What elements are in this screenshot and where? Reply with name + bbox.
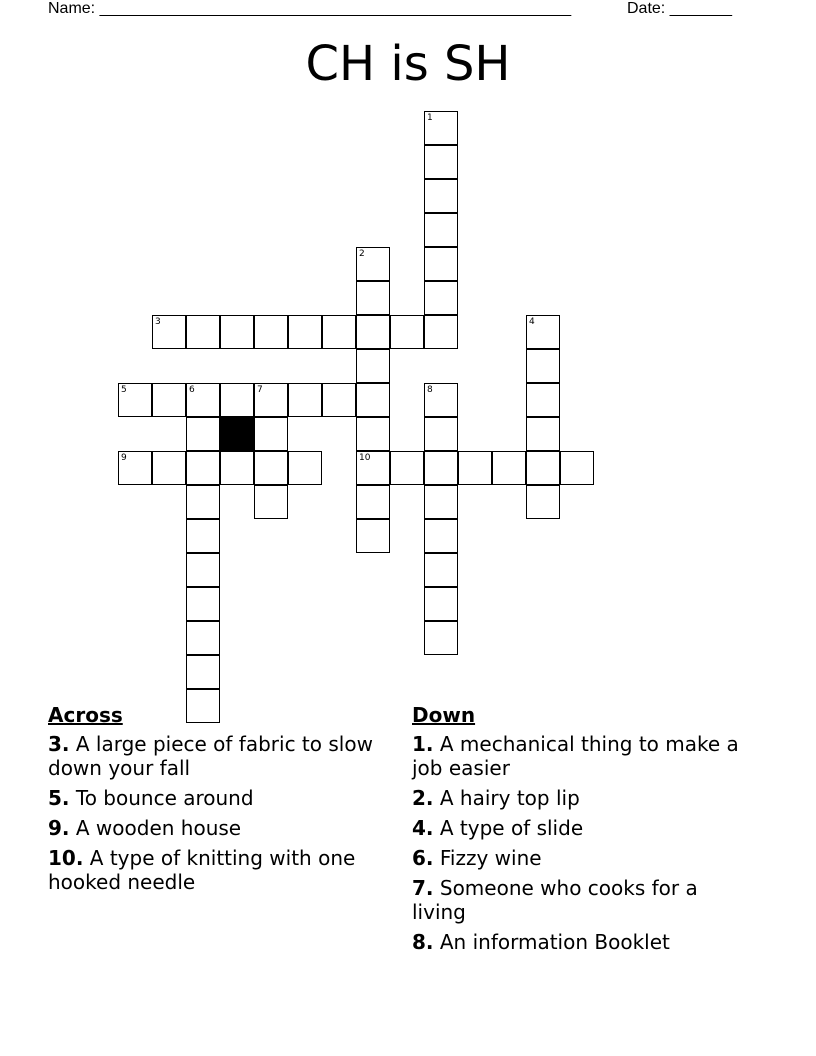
grid-cell[interactable] (118, 451, 152, 485)
grid-cell[interactable] (356, 349, 390, 383)
clue-down-2 (412, 786, 757, 810)
clue-number: 6. (412, 846, 434, 870)
grid-cell[interactable] (220, 383, 254, 417)
grid-cell[interactable] (458, 451, 492, 485)
grid-cell[interactable] (526, 485, 560, 519)
grid-cell[interactable] (424, 383, 458, 417)
grid-cell[interactable] (390, 315, 424, 349)
clue-text: A type of knitting with one hooked needle (48, 846, 356, 894)
clue-number: 9. (48, 816, 70, 840)
clue-number: 2. (412, 786, 434, 810)
grid-cell[interactable] (424, 451, 458, 485)
clue-text: A hairy top lip (439, 786, 580, 810)
clue-number: 8. (412, 930, 434, 954)
clue-number: 1. (412, 732, 434, 756)
clue-text: Someone who cooks for a living (412, 876, 698, 924)
grid-cell[interactable] (356, 519, 390, 553)
grid-cell[interactable] (254, 383, 288, 417)
grid-cell[interactable] (390, 451, 424, 485)
grid-cell[interactable] (254, 451, 288, 485)
clue-down-6 (412, 846, 757, 870)
cell-number: 4 (529, 317, 535, 327)
grid-cell[interactable] (254, 417, 288, 451)
down-heading: Down (412, 703, 476, 727)
grid-cell[interactable] (356, 417, 390, 451)
clue-across-9 (48, 816, 393, 840)
blocked-cell (220, 417, 254, 451)
grid-cell[interactable] (356, 281, 390, 315)
grid-cell[interactable] (186, 621, 220, 655)
grid-cell[interactable] (424, 485, 458, 519)
grid-cell[interactable] (424, 247, 458, 281)
grid-cell[interactable] (186, 519, 220, 553)
grid-cell[interactable] (186, 655, 220, 689)
grid-cell[interactable] (186, 417, 220, 451)
grid-cell[interactable] (526, 383, 560, 417)
cell-number: 1 (427, 113, 433, 123)
cell-number: 2 (359, 249, 365, 259)
grid-cell[interactable] (356, 451, 390, 485)
grid-cell[interactable] (288, 451, 322, 485)
grid-cell[interactable] (356, 383, 390, 417)
grid-cell[interactable] (424, 111, 458, 145)
grid-cell[interactable] (254, 315, 288, 349)
cell-number: 5 (121, 385, 127, 395)
grid-cell[interactable] (186, 587, 220, 621)
grid-cell[interactable] (526, 451, 560, 485)
grid-cell[interactable] (186, 383, 220, 417)
clue-down-4 (412, 816, 757, 840)
grid-cell[interactable] (424, 519, 458, 553)
clue-down-1 (412, 732, 757, 780)
clue-across-10 (48, 846, 393, 894)
grid-cell[interactable] (186, 485, 220, 519)
grid-cell[interactable] (186, 451, 220, 485)
grid-cell[interactable] (424, 145, 458, 179)
clue-text: A wooden house (75, 816, 242, 840)
cell-number: 9 (121, 453, 127, 463)
cell-number: 8 (427, 385, 433, 395)
grid-cell[interactable] (288, 315, 322, 349)
clue-number: 5. (48, 786, 70, 810)
grid-cell[interactable] (254, 485, 288, 519)
clue-number: 3. (48, 732, 70, 756)
grid-cell[interactable] (152, 315, 186, 349)
cell-number: 6 (189, 385, 195, 395)
grid-cell[interactable] (424, 315, 458, 349)
clue-down-7 (412, 876, 757, 924)
date-field-label[interactable]: Date: _______ (627, 0, 732, 17)
cell-number: 10 (359, 453, 371, 463)
clue-text: A large piece of fabric to slow down your fall (48, 732, 373, 780)
clue-down-8 (412, 930, 757, 954)
grid-cell[interactable] (356, 247, 390, 281)
grid-cell[interactable] (526, 417, 560, 451)
across-heading: Across (48, 703, 123, 727)
clue-text: Fizzy wine (439, 846, 542, 870)
grid-cell[interactable] (220, 451, 254, 485)
clue-text: A mechanical thing to make a job easier (412, 732, 739, 780)
grid-cell[interactable] (322, 315, 356, 349)
clue-across-3 (48, 732, 393, 780)
grid-cell[interactable] (424, 417, 458, 451)
grid-cell[interactable] (288, 383, 322, 417)
down-clues (412, 702, 757, 960)
clue-across-5 (48, 786, 393, 810)
grid-cell[interactable] (424, 621, 458, 655)
grid-cell[interactable] (424, 179, 458, 213)
grid-cell[interactable] (356, 485, 390, 519)
grid-cell[interactable] (424, 213, 458, 247)
grid-cell[interactable] (424, 553, 458, 587)
grid-cell[interactable] (356, 315, 390, 349)
name-field-label[interactable]: Name: _____________________________________________________ (48, 0, 572, 17)
grid-cell[interactable] (492, 451, 526, 485)
across-clues (48, 702, 393, 900)
cell-number: 7 (257, 385, 263, 395)
grid-cell[interactable] (186, 315, 220, 349)
grid-cell[interactable] (152, 383, 186, 417)
grid-cell[interactable] (118, 383, 152, 417)
grid-cell[interactable] (152, 451, 186, 485)
clue-text: A type of slide (439, 816, 584, 840)
grid-cell[interactable] (186, 553, 220, 587)
clue-number: 7. (412, 876, 434, 900)
grid-cell[interactable] (526, 315, 560, 349)
clue-number: 10. (48, 846, 84, 870)
grid-cell[interactable] (560, 451, 594, 485)
grid-cell[interactable] (322, 383, 356, 417)
cell-number: 3 (155, 317, 161, 327)
page-title: CH is SH (305, 36, 511, 92)
clue-number: 4. (412, 816, 434, 840)
grid-cell[interactable] (220, 315, 254, 349)
grid-cell[interactable] (424, 587, 458, 621)
clue-text: To bounce around (75, 786, 254, 810)
clue-text: An information Booklet (439, 930, 670, 954)
grid-cell[interactable] (424, 281, 458, 315)
grid-cell[interactable] (526, 349, 560, 383)
